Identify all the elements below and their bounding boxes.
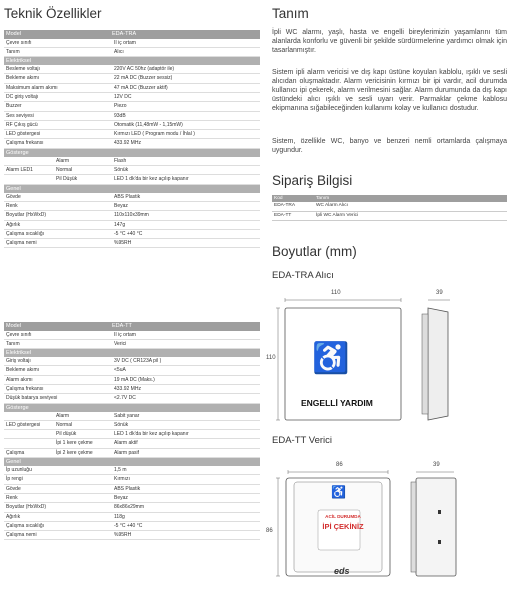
transmitter-drawing	[276, 468, 476, 588]
table-row: Besleme voltajı 220V AC 50hz (adaptör ile)	[4, 65, 260, 74]
table-row: EDA-TT İpli WC Alarm Verici	[272, 212, 507, 222]
section-header: Elektriksel	[4, 57, 260, 65]
table-row: İp uzunluğu 1,5 m	[4, 466, 260, 475]
table-row: LED göstergesi Normal Sönük	[4, 421, 260, 430]
tanim-title: Tanım	[272, 6, 309, 21]
table-row: Boyutlar (HxWxD) 110x110x39mm	[4, 211, 260, 220]
table-row: Giriş voltajı 3V DC ( CR123A pil )	[4, 357, 260, 366]
description-paragraph-2: Sistem ipli alarm vericisi ve dış kapı üstüne koyulan kablolu, ışıklı ve sesli alıcıdan oluşmaktadır. Alarm vericisinin kırmızı bir ipi vardır, acil durumda kullanıcı ipi çekerek, alarm verilmesini sağlar. Alarm durumunda da dış kapı üstündeki alıcı ışıklı ve sesli uyarı verir. Parmaklar çekme kablosu ekipmanına sığabileceğinden kullanımı kolay ve kullanıcı dostudur.	[272, 69, 507, 112]
table-row: Pil düşük LED 1 dk'da bir kez açılıp kapanır	[4, 430, 260, 439]
transmitter-label-2: İPİ ÇEKİNİZ	[322, 522, 364, 531]
section-header: Elektriksel	[4, 349, 260, 357]
table-row: Bekleme akımı <5uA	[4, 366, 260, 375]
wheelchair-icon: ♿	[331, 485, 346, 499]
table-row: Çalışma İpi 2 kere çekme Alarm pasif	[4, 449, 260, 458]
table-row: Maksimum alarm akımı 47 mA DC (Buzzer aktif)	[4, 84, 260, 93]
table-row: LED göstergesi Kırmızı LED ( Program modu / İhlal )	[4, 130, 260, 139]
section-header: Gösterge	[4, 149, 260, 157]
table-row: Buzzer Piezo	[4, 102, 260, 111]
table-header: Model EDA-TRA	[4, 30, 260, 39]
table-row: Çalışma frekansı 433.92 MHz	[4, 385, 260, 394]
table-header: Model EDA-TT	[4, 322, 260, 331]
section-header: Gösterge	[4, 404, 260, 412]
transmitter-title: EDA-TT Verici	[272, 435, 333, 446]
table-row: EDA-TRA WC Alarm Alıcı	[272, 202, 507, 212]
receiver-depth-label: 39	[436, 290, 443, 296]
table-row: Tanım Verici	[4, 340, 260, 349]
description-paragraph-1: İpli WC alarmı, yaşlı, hasta ve engelli bireylerimizin yaşamlarını tüm alanlarda konforlu ve güvenli bir şekilde sürdürmelerine yardımcı olmak için tasarlanmıştır.	[272, 29, 507, 54]
table-row: Gövde ABS Plastik	[4, 485, 260, 494]
order-title: Sipariş Bilgisi	[272, 173, 353, 188]
spec-table-transmitter	[4, 322, 260, 540]
receiver-height-label: 110	[266, 355, 276, 361]
table-row: Ağırlık 147g	[4, 221, 260, 230]
wheelchair-icon: ♿	[312, 342, 350, 375]
transmitter-label-1: ACİL DURUMDA	[325, 514, 361, 519]
table-row: Bekleme akımı 22 mA DC (Buzzer sessiz)	[4, 74, 260, 83]
table-row: RF Çıkış gücü Otomatik (11,48mW - 1,15mW)	[4, 121, 260, 130]
table-row: Çalışma nemi %95RH	[4, 531, 260, 540]
receiver-title: EDA-TRA Alıcı	[272, 270, 334, 281]
table-row: Çevre sınıfı II iç ortam	[4, 39, 260, 48]
table-row: Renk Beyaz	[4, 494, 260, 503]
section-header: Genel	[4, 458, 260, 466]
table-row: Pil Düşük LED 1 dk'da bir kez açılıp kapanır	[4, 175, 260, 184]
dimensions-title: Boyutlar (mm)	[272, 244, 357, 259]
table-row: Renk Beyaz	[4, 202, 260, 211]
table-row: DC giriş voltajı 12V DC	[4, 93, 260, 102]
table-row: İp rengi Kırmızı	[4, 475, 260, 484]
spec-title: Teknik Özellikler	[4, 6, 102, 21]
order-table	[272, 195, 507, 221]
table-row: Ses seviyesi 93dB	[4, 112, 260, 121]
transmitter-depth-label: 39	[433, 462, 440, 468]
table-row: Alarm Flash	[4, 157, 260, 166]
spec-table-receiver	[4, 30, 260, 248]
table-header: Kod Tanım	[272, 195, 507, 202]
section-header: Genel	[4, 185, 260, 193]
table-row: Çevre sınıfı II iç ortam	[4, 331, 260, 340]
table-row: Alarm LED1 Normal Sönük	[4, 166, 260, 175]
table-row: Çalışma sıcaklığı -5 °C +40 °C	[4, 230, 260, 239]
table-row: Çalışma nemi %95RH	[4, 239, 260, 248]
table-row: Tanım Alıcı	[4, 48, 260, 57]
transmitter-height-label: 86	[266, 528, 273, 534]
table-row: İpi 1 kere çekme Alarm aktif	[4, 439, 260, 448]
brand-logo: eds	[334, 566, 350, 576]
table-row: Çalışma sıcaklığı -5 °C +40 °C	[4, 522, 260, 531]
table-row: Düşük batarya seviyesi <2.7V DC	[4, 394, 260, 403]
table-row: Alarm akımı 19 mA DC (Maks.)	[4, 376, 260, 385]
receiver-label: ENGELLİ YARDIM	[301, 398, 373, 408]
table-row: Gövde ABS Plastik	[4, 193, 260, 202]
table-row: Çalışma frekansı 433.92 MHz	[4, 139, 260, 148]
table-row: Alarm Sabit yanar	[4, 412, 260, 421]
table-row: Ağırlık 118g	[4, 513, 260, 522]
table-row: Boyutlar (HxWxD) 86x86x29mm	[4, 503, 260, 512]
description-paragraph-3: Sistem, özellikle WC, banyo ve benzeri nemli ortamlarda çalışmaya uygundur.	[272, 138, 507, 154]
transmitter-width-label: 86	[336, 462, 343, 468]
receiver-width-label: 110	[331, 290, 341, 296]
